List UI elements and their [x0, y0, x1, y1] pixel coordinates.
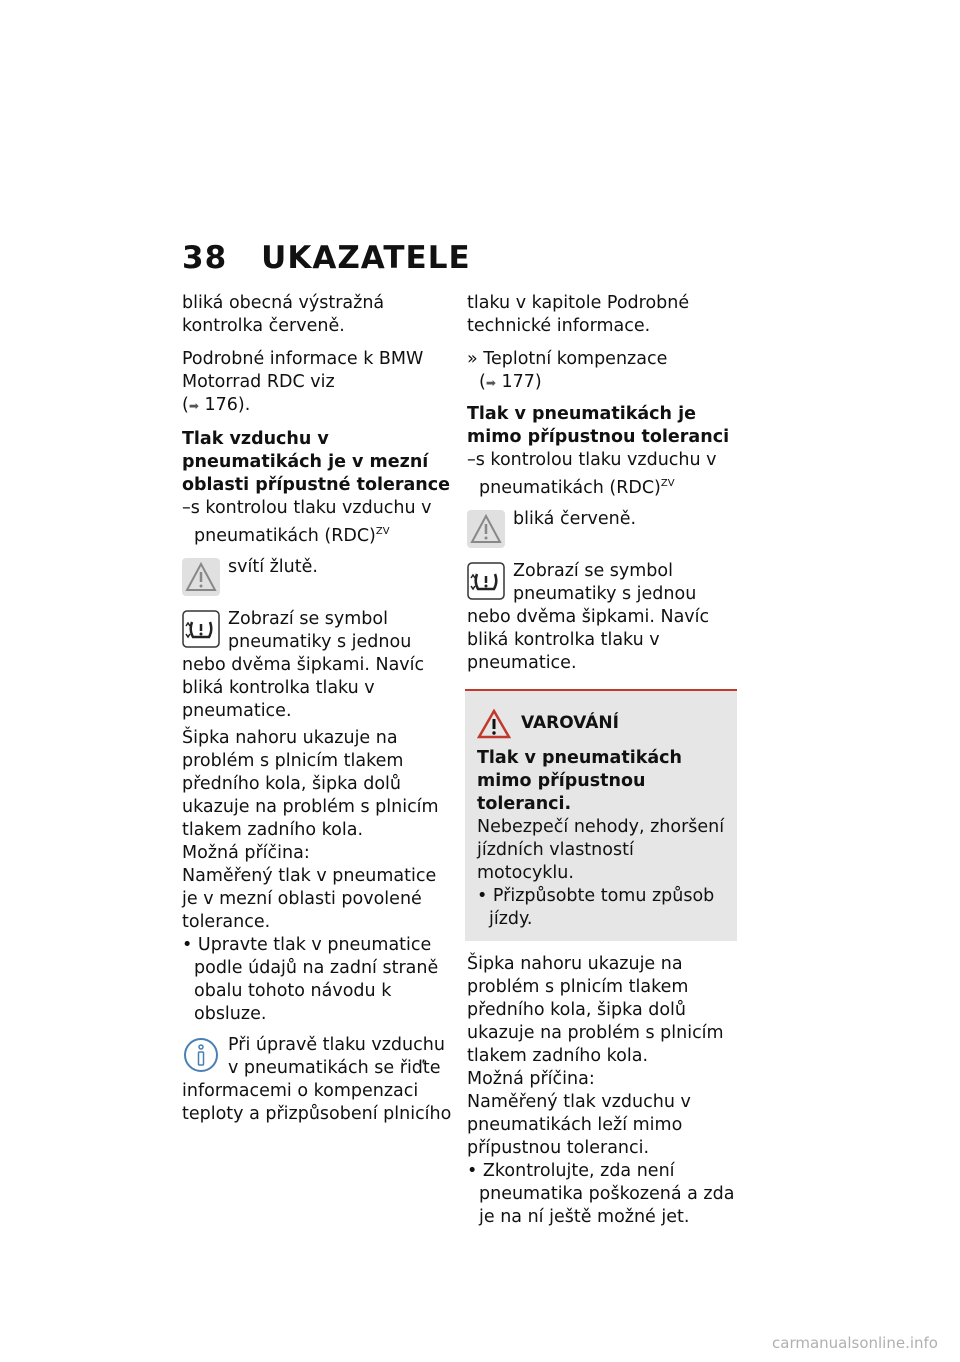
- cause-label: Možná příčina:: [467, 1068, 595, 1089]
- paragraph: Šipka nahoru ukazuje na problém s plnicím tlakem předního kola, šipka dolů ukazuje na problém s plnicím tlakem zadního kola.: [467, 953, 724, 1066]
- warning-triangle-icon: [467, 510, 505, 548]
- tire-pressure-icon: [182, 610, 220, 648]
- section-heading: Tlak v pneumatikách je mimo přípustnou toleranci: [467, 404, 730, 447]
- reference-item: » Teplotní kompenzace (➡ 177): [467, 349, 668, 392]
- zv-mark: ZV: [375, 526, 390, 537]
- arrow-right-icon: ➡: [485, 376, 496, 390]
- info-row: [182, 1034, 452, 1126]
- right-column: [467, 292, 737, 1229]
- warning-header: [477, 709, 725, 739]
- page-number: 38: [182, 240, 228, 276]
- list-item: –s kontrolou tlaku vzduchu v pneumatikách (RDC)$^{ZV}$: [182, 498, 432, 546]
- indicator-text: Zobrazí se symbol pneumatiky s jednou nebo dvěma šipkami. Navíc bliká kontrolka tlaku v pneumatice.: [467, 560, 710, 673]
- paragraph: Naměřený tlak v pneumatice je v mezní oblasti povolené tolerance.: [182, 865, 437, 932]
- left-column: [182, 292, 452, 1130]
- paragraph: bliká obecná výstražná kontrolka červeně.: [182, 293, 385, 336]
- tire-pressure-icon: [467, 562, 505, 600]
- indicator-row: [182, 608, 452, 723]
- paragraph: tlaku v kapitole Podrobné technické informace.: [467, 293, 690, 336]
- paragraph: Šipka nahoru ukazuje na problém s plnicím tlakem předního kola, šipka dolů ukazuje na problém s plnicím tlakem zadního kola.: [182, 727, 439, 840]
- indicator-text: Zobrazí se symbol pneumatiky s jednou nebo dvěma šipkami. Navíc bliká kontrolka tlaku v pneumatice.: [182, 608, 425, 721]
- bullet-item: • Zkontrolujte, zda není pneumatika poškozená a zda je na ní ještě možné jet.: [467, 1160, 735, 1227]
- cause-label: Možná příčina:: [182, 842, 310, 863]
- page-ref[interactable]: 176).: [204, 395, 251, 415]
- indicator-row: [182, 556, 452, 600]
- warning-text: Nebezpečí nehody, zhoršení jízdních vlastností motocyklu.: [477, 816, 725, 883]
- warning-box: [465, 689, 737, 941]
- page-title: UKAZATELE: [261, 240, 471, 276]
- warning-triangle-icon: [182, 558, 220, 596]
- paragraph: Podrobné informace k BMW Motorrad RDC viz (➡ 176).: [182, 349, 424, 415]
- page-ref[interactable]: 177): [501, 372, 542, 392]
- info-icon: [182, 1036, 220, 1074]
- info-text: Při úpravě tlaku vzduchu v pneumatikách se řiďte informacemi o kompenzaci teploty a přizpůsobení plnicího: [182, 1034, 452, 1124]
- list-item: –s kontrolou tlaku vzduchu v pneumatikách (RDC)$^{ZV}$: [467, 450, 717, 498]
- arrow-right-icon: ➡: [188, 399, 199, 413]
- warning-title: VAROVÁNÍ: [521, 713, 619, 734]
- page-header: [182, 240, 471, 276]
- watermark: carmanualsonline.info: [772, 1334, 938, 1352]
- indicator-row: [467, 508, 737, 552]
- warning-triangle-icon: [477, 709, 511, 739]
- indicator-text: bliká červeně.: [513, 508, 637, 529]
- bullet-item: • Přizpůsobte tomu způsob jízdy.: [477, 885, 715, 929]
- zv-mark: ZV: [660, 478, 675, 489]
- bullet-item: • Upravte tlak v pneumatice podle údajů na zadní straně obalu tohoto návodu k obsluze.: [182, 934, 439, 1024]
- section-heading: Tlak vzduchu v pneumatikách je v mezní oblasti přípustné tolerance: [182, 429, 450, 495]
- indicator-text: svítí žlutě.: [228, 556, 318, 577]
- warning-heading: Tlak v pneumatikách mimo přípustnou toleranci.: [477, 747, 682, 814]
- indicator-row: [467, 560, 737, 675]
- paragraph: Naměřený tlak vzduchu v pneumatikách leží mimo přípustnou toleranci.: [467, 1091, 691, 1158]
